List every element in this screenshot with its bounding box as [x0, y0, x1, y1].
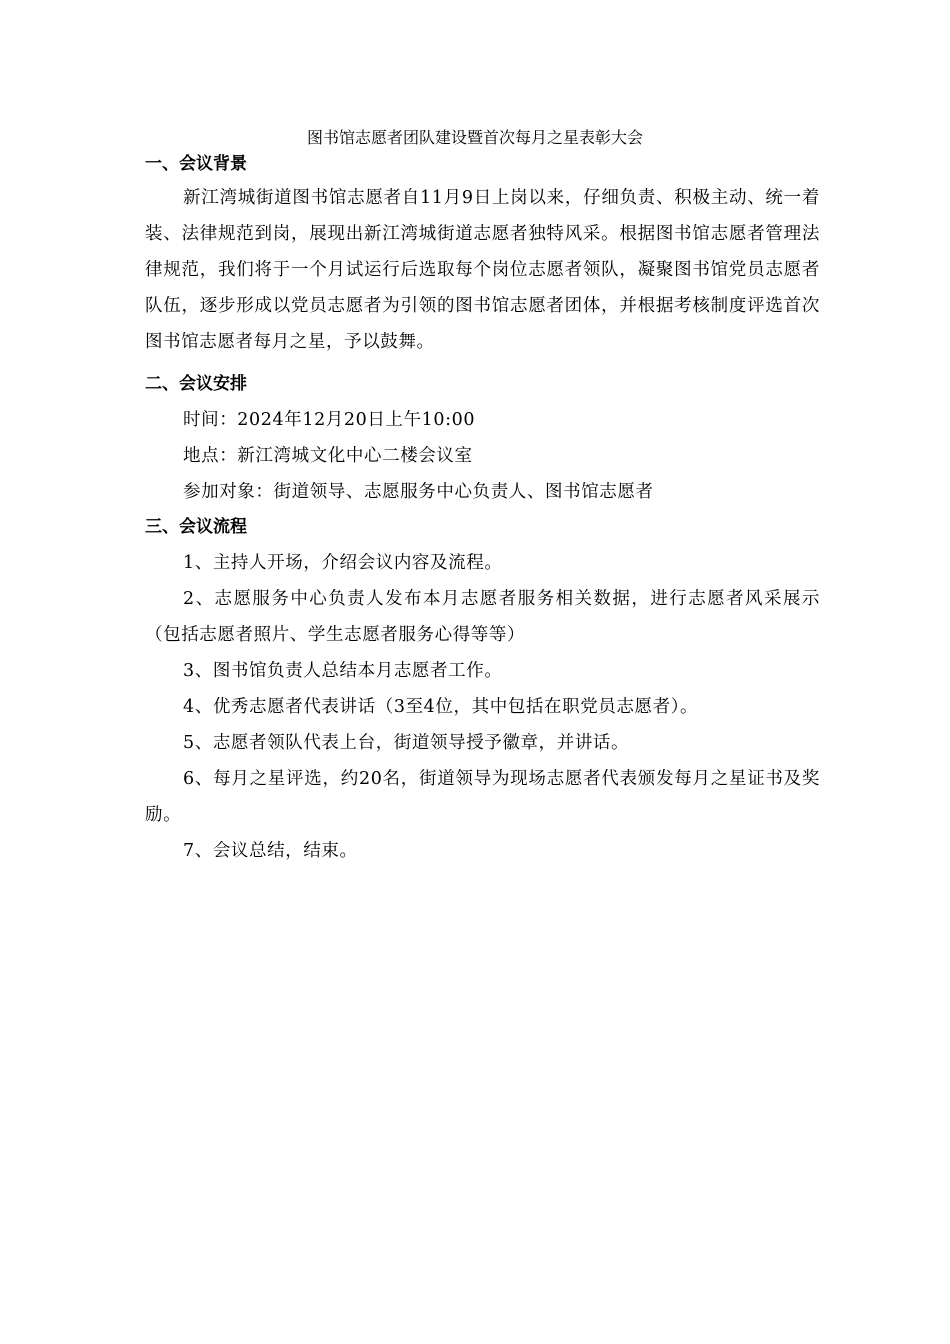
procedure-step-4: 4、优秀志愿者代表讲话（3至4位，其中包括在职党员志愿者）。	[183, 697, 699, 717]
procedure-step-3: 3、图书馆负责人总结本月志愿者工作。	[183, 661, 503, 681]
background-paragraph: 新江湾城街道图书馆志愿者自11月9日上岗以来，仔细负责、积极主动、统一着装、法律规范到岗，展现出新江湾城街道志愿者独特风采。根据图书馆志愿者管理法律规范，我们将于一个月试运行后选取每个岗位志愿者领队，凝聚图书馆党员志愿者队伍，逐步形成以党员志愿者为引领的图书馆志愿者团体，并根据考核制度评选首次图书馆志愿者每月之星，予以鼓舞。	[145, 188, 820, 352]
procedure-step-6: 6、每月之星评选，约20名，街道领导为现场志愿者代表颁发每月之星证书及奖励。	[145, 769, 820, 825]
meeting-time: 时间：2024年12月20日上午10:00	[183, 410, 476, 430]
document-title: 图书馆志愿者团队建设暨首次每月之星表彰大会	[306, 128, 643, 147]
meeting-attendees: 参加对象：街道领导、志愿服务中心负责人、图书馆志愿者	[183, 482, 654, 502]
section-heading-background: 一、会议背景	[145, 154, 247, 174]
section-heading-arrangement: 二、会议安排	[145, 374, 247, 394]
procedure-step-2: 2、志愿服务中心负责人发布本月志愿者服务相关数据，进行志愿者风采展示（包括志愿者照片、学生志愿者服务心得等等）	[145, 589, 820, 645]
meeting-place: 地点：新江湾城文化中心二楼会议室	[183, 446, 473, 466]
procedure-step-1: 1、主持人开场，介绍会议内容及流程。	[183, 553, 503, 573]
procedure-step-7: 7、会议总结，结束。	[183, 841, 358, 861]
procedure-step-5: 5、志愿者领队代表上台，街道领导授予徽章，并讲话。	[183, 733, 630, 753]
section-heading-procedure: 三、会议流程	[145, 517, 247, 537]
